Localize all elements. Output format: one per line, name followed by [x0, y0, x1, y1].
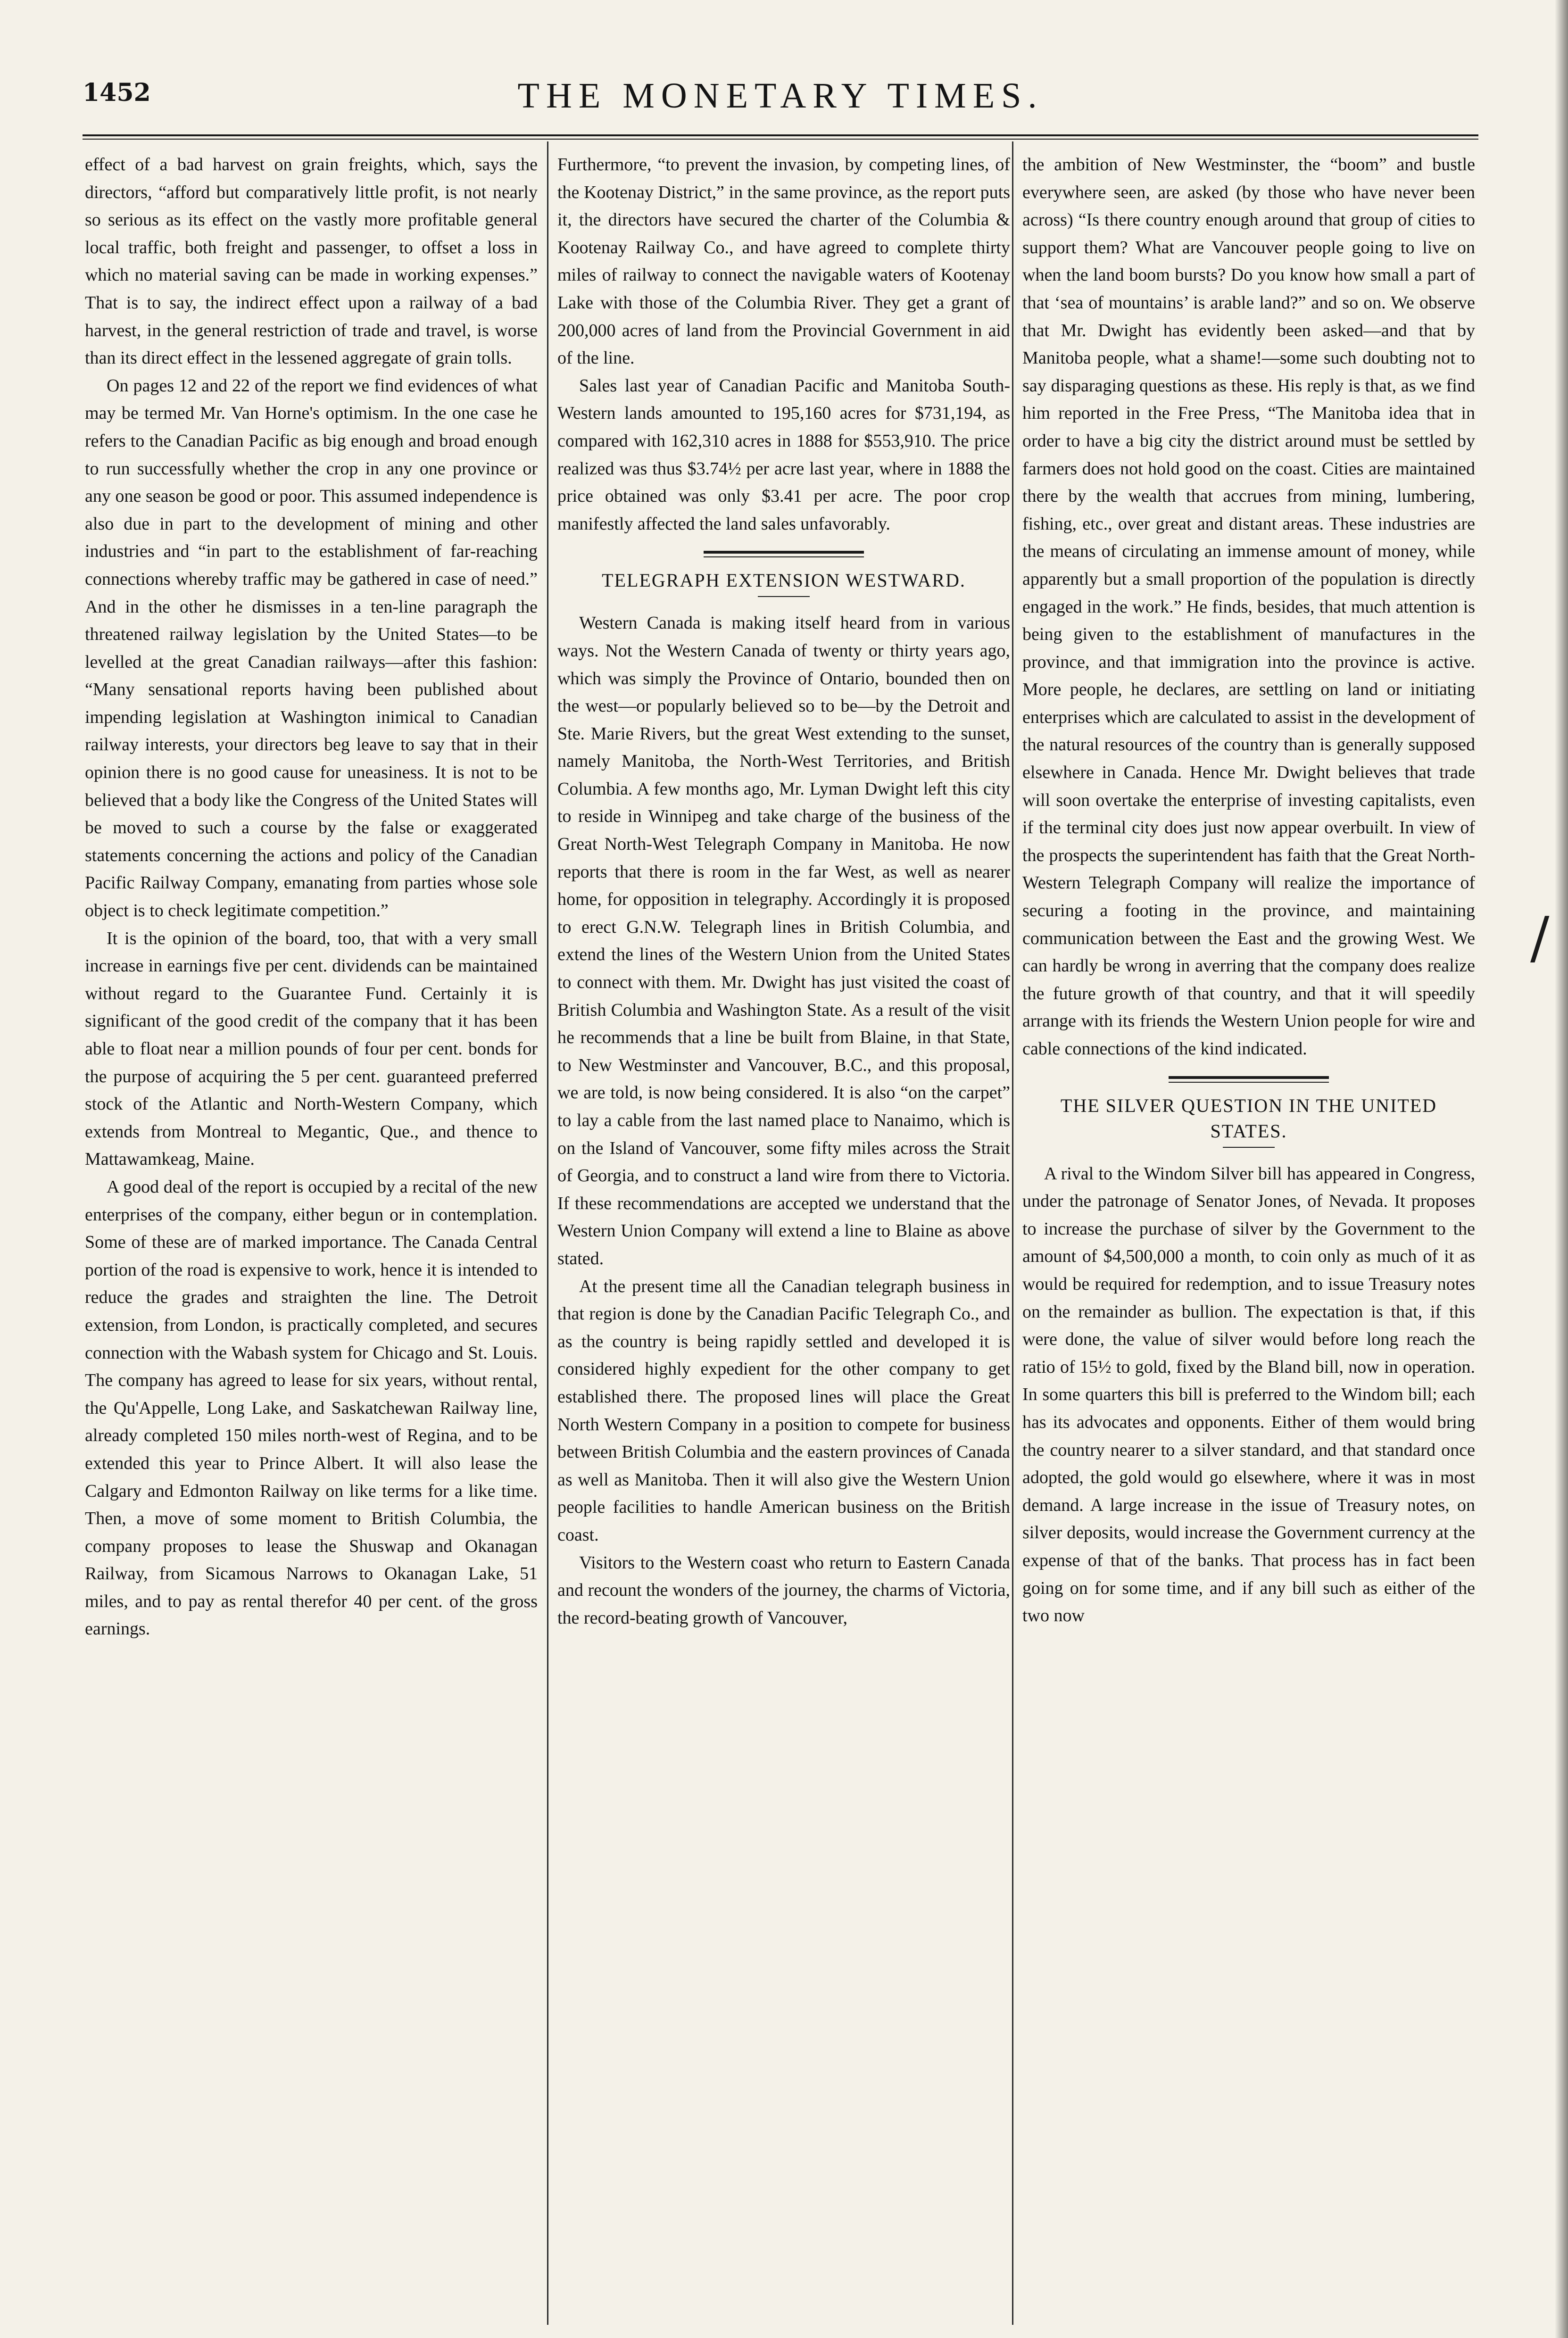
masthead	[83, 75, 1478, 127]
journal-title: THE MONETARY TIMES.	[517, 76, 1044, 116]
paragraph: Western Canada is making itself heard from in various ways. Not the Western Canada of twenty or thirty years ago, which was simply the Province of Ontario, bounded then on the west—or popularly believed so to be—by the Detroit and Ste. Marie Rivers, but the great West extending to the sunset, namely Manitoba, the North-West Territories, and British Columbia. A few months ago, Mr. Lyman Dwight left this city to reside in Winnipeg and take charge of the business of the Great North-West Telegraph Company in Manitoba. He now reports that there is room in the far West, as well as nearer home, for opposition in telegraphy. Accordingly it is proposed to erect G.N.W. Telegraph lines in British Columbia, and extend the lines of the Western Union from the United States to connect with them. Mr. Dwight has just visited the coast of British Columbia and Washington State. As a result of the visit he recommends that a line be built from Blaine, in that State, to New Westminster and Vancouver, B.C., and this proposal, we are told, is now being considered. It is also “on the carpet” to lay a cable from the last named place to Nanaimo, which is on the Island of Vancouver, some fifty miles across the Strait of Georgia, and to construct a land wire from there to Victoria. If these recommendations are accepted we understand that the Western Union Company will extend a line to Blaine as above stated.	[557, 613, 1010, 1268]
paragraph: Furthermore, “to prevent the invasion, by competing lines, of the Kootenay District,” in the same province, as the report puts it, the directors have secured the charter of the Columbia & Kootenay Railway Co., and have agreed to complete thirty miles of railway to connect the navigable waters of Kootenay Lake with those of the Columbia River. They get a grant of 200,000 acres of land from the Provincial Government in aid of the line.	[557, 155, 1010, 368]
column-divider	[547, 141, 548, 2325]
paragraph: Visitors to the Western coast who return to Eastern Canada and recount the wonders of the journey, the charms of Victoria, the record-beating growth of Vancouver,	[557, 1552, 1010, 1628]
article-heading: TELEGRAPH EXTENSION WESTWARD.	[602, 570, 966, 591]
column-3	[1022, 151, 1475, 2320]
paragraph: A good deal of the report is occupied by a recital of the new enterprises of the company, either begun or in contemplation. Some of these are of marked importance. The Canada Central portion of the road is expensive to work, hence it is intended to reduce the grades and straighten the line. The Detroit extension, from London, is practically completed, and secures connection with the Wabash system for Chicago and St. Louis. The company has agreed to lease for six years, without rental, the Qu'Appelle, Long Lake, and Saskatchewan Railway line, already completed 150 miles north-west of Regina, and to be extended this year to Prince Albert. It will also lease the Calgary and Edmonton Railway on like terms for a like time. Then, a move of some moment to British Columbia, the company proposes to lease the Shuswap and Okanagan Railway, from Sicamous Narrows to Okanagan Lake, 51 miles, and to pay as rental therefor 40 per cent. of the gross earnings.	[85, 1177, 538, 1639]
section-divider	[1169, 1076, 1329, 1083]
paragraph: It is the opinion of the board, too, that with a very small increase in earnings five per cent. dividends can be maintained without regard to the Guarantee Fund. Certainly it is significant of the good credit of the company that it has been able to float near a million pounds of four per cent. bonds for the purpose of acquiring the 5 per cent. guaranteed preferred stock of the Atlantic and North-Western Company, which extends from Montreal to Megantic, Que., and thence to Mattawamkeag, Maine.	[85, 928, 538, 1169]
paragraph: Sales last year of Canadian Pacific and Manitoba South-Western lands amounted to 195,160 acres for $731,194, as compared with 162,310 acres in 1888 for $553,910. The price realized was thus $3.74½ per acre last year, where in 1888 the price obtained was only $3.41 per acre. The poor crop manifestly affected the land sales unfavorably.	[557, 375, 1010, 534]
article-heading: THE SILVER QUESTION IN THE UNITED STATES.	[1060, 1094, 1437, 1142]
page-number: 1452	[83, 78, 151, 107]
column-2	[557, 151, 1010, 2320]
paragraph: At the present time all the Canadian telegraph business in that region is done by the Canadian Pacific Telegraph Co., and as the country is being rapidly settled and developed it is considered highly expedient for the other company to get established there. The proposed lines will place the Great North Western Company in a position to compete for business between British Columbia and the eastern provinces of Canada as well as Manitoba. Then it will also give the Western Union people facilities to handle American business on the British coast.	[557, 1276, 1010, 1545]
paragraph: the ambition of New Westminster, the “boom” and bustle everywhere seen, are asked (by those who have never been across) “Is there country enough around that group of cities to support them? What are Vancouver people going to live on when the land boom bursts? Do you know how small a part of that ‘sea of mountains’ is arable land?” and so on. We observe that Mr. Dwight has evidently been asked—and that by Manitoba people, what a shame!—some such doubting not to say disparaging questions as these. His reply is that, as we find him reported in the Free Press, “The Manitoba idea that in order to have a big city the district around must be settled by farmers does not hold good on the coast. Cities are maintained there by the wealth that accrues from mining, lumbering, fishing, etc., over great and distant areas. These industries are the means of circulating an immense amount of money, while apparently but a small proportion of the population is directly engaged in the work.” He finds, besides, that much attention is being given to the establishment of manufactures in the province, and that immigration into the province is active. More people, he declares, are settling on land or initiating enterprises which are calculated to assist in the development of the natural resources of the country than is generally supposed elsewhere in Canada. Hence Mr. Dwight believes that trade will soon overtake the enterprise of investing capitalists, even if the terminal city does just now appear overbuilt. In view of the prospects the superintendent has faith that the Great North-Western Telegraph Company will realize the importance of securing a footing in the province, and maintaining communication between the East and the growing West. We can hardly be wrong in averring that the company does realize the future growth of that country, and that it will speedily arrange with its friends the Western Union people for wire and cable connections of the kind indicated.	[1022, 155, 1475, 1059]
column-divider	[1012, 141, 1013, 2325]
page-edge-shadow	[1555, 0, 1568, 2338]
heading-rule	[758, 596, 810, 597]
column-1	[85, 151, 538, 2320]
paragraph: On pages 12 and 22 of the report we find evidences of what may be termed Mr. Van Horne's optimism. In the one case he refers to the Canadian Pacific as big enough and broad enough to run successfully whether the crop in any one province or any one season be good or poor. This assumed independence is also due in part to the development of mining and other industries and “in part to the establishment of far-reaching connections whereby traffic may be gathered in case of need.” And in the other he dismisses in a ten-line paragraph the threatened railway legislation by the United States—to be levelled at the great Canadian railways—after this fashion: “Many sensational reports having been published about impending legislation at Washington inimical to Canadian railway interests, your directors beg leave to say that in their opinion there is no good cause for uneasiness. It is not to be believed that a body like the Congress of the United States will be moved to such a course by the false or exaggerated statements concerning the actions and policy of the Canadian Pacific Railway Company, emanating from parties whose sole object is to check legitimate competition.”	[85, 375, 538, 921]
paragraph: effect of a bad harvest on grain freights, which, says the directors, “afford but comparatively little profit, is not nearly so serious as its effect on the vastly more profitable general local traffic, both freight and passenger, to offset a loss in which no material saving can be made in working expenses.” That is to say, the indirect effect upon a railway of a bad harvest, in the general restriction of trade and travel, is worse than its direct effect in the lessened aggregate of grain tolls.	[85, 155, 538, 368]
header-rule	[83, 134, 1478, 136]
margin-annotation: /	[1530, 905, 1550, 971]
section-divider	[704, 551, 864, 557]
header-rule-thin	[83, 139, 1478, 140]
paragraph: A rival to the Windom Silver bill has appeared in Congress, under the patronage of Senator Jones, of Nevada. It proposes to increase the purchase of silver by the Government to the amount of $4,500,000 a month, to coin only as much of it as would be required for redemption, and to issue Treasury notes on the remainder as bullion. The expectation is that, if this were done, the value of silver would before long reach the ratio of 15½ to gold, fixed by the Bland bill, now in operation. In some quarters this bill is preferred to the Windom bill; each has its advocates and opponents. Either of them would bring the country nearer to a silver standard, and that standard once adopted, the gold would go elsewhere, where it was in most demand. A large increase in the issue of Treasury notes, on silver deposits, would increase the Government currency at the expense of that of the banks. That process has in fact been going on for some time, and if any bill such as either of the two now	[1022, 1163, 1475, 1626]
heading-rule	[1223, 1147, 1275, 1148]
